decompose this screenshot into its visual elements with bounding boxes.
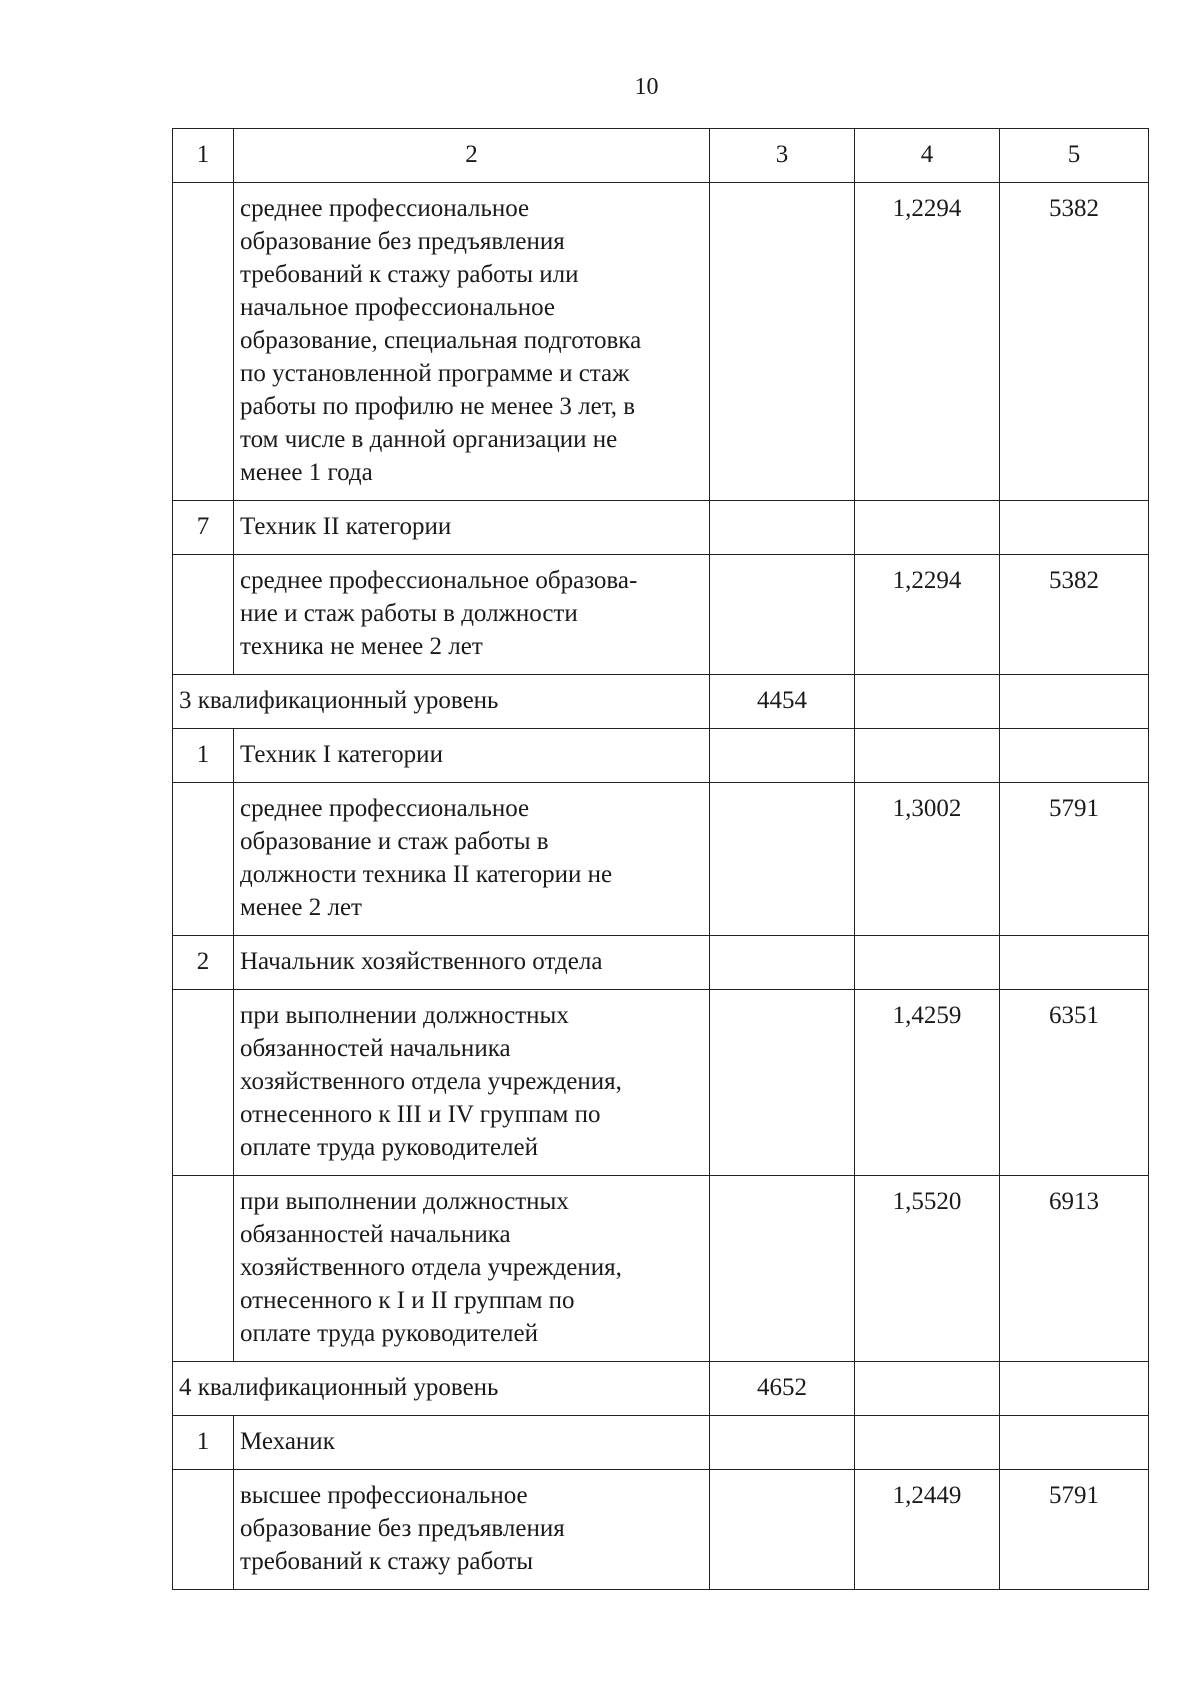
row-number [173, 555, 234, 675]
coefficient: 1,5520 [855, 1176, 1000, 1362]
table-row [173, 1470, 1149, 1590]
header-cell-3: 3 [710, 129, 855, 183]
salary-value [1000, 1416, 1149, 1470]
position-text: среднее профессиональное образование и стаж работы в должности техника II категории не менее 2 лет [234, 783, 710, 936]
salary-value: 5382 [1000, 555, 1149, 675]
base-salary [710, 783, 855, 936]
salary-value: 6913 [1000, 1176, 1149, 1362]
row-number: 1 [173, 1416, 234, 1470]
table-row [173, 1416, 1149, 1470]
coefficient [855, 729, 1000, 783]
row-number: 1 [173, 729, 234, 783]
position-text: Техник I категории [234, 729, 710, 783]
table-row [173, 555, 1149, 675]
level-title: 3 квалификационный уровень [173, 675, 710, 729]
base-salary [710, 183, 855, 501]
salary-value [1000, 675, 1149, 729]
coefficient: 1,4259 [855, 990, 1000, 1176]
qualification-table [172, 128, 1149, 1590]
salary-value [1000, 1362, 1149, 1416]
table-row [173, 183, 1149, 501]
salary-value: 6351 [1000, 990, 1149, 1176]
level-title: 4 квалификационный уровень [173, 1362, 710, 1416]
base-salary [710, 1416, 855, 1470]
coefficient [855, 1362, 1000, 1416]
level-row [173, 1362, 1149, 1416]
row-number [173, 990, 234, 1176]
base-salary [710, 1470, 855, 1590]
coefficient [855, 675, 1000, 729]
base-salary [710, 990, 855, 1176]
table-header-row [173, 129, 1149, 183]
position-text: Техник II категории [234, 501, 710, 555]
table-row [173, 936, 1149, 990]
coefficient [855, 936, 1000, 990]
header-cell-5: 5 [1000, 129, 1149, 183]
coefficient [855, 501, 1000, 555]
coefficient: 1,2449 [855, 1470, 1000, 1590]
position-text: высшее профессиональное образование без предъявления требований к стажу работы [234, 1470, 710, 1590]
row-number [173, 783, 234, 936]
table-row [173, 990, 1149, 1176]
table-row [173, 783, 1149, 936]
row-number [173, 1176, 234, 1362]
salary-value: 5382 [1000, 183, 1149, 501]
header-cell-1: 1 [173, 129, 234, 183]
base-salary: 4454 [710, 675, 855, 729]
table-row [173, 1176, 1149, 1362]
row-number: 2 [173, 936, 234, 990]
position-text: при выполнении должностных обязанностей начальника хозяйственного отдела учреждения, отнесенного к III и IV группам по оплате труда руководителей [234, 990, 710, 1176]
coefficient [855, 1416, 1000, 1470]
page-number: 10 [634, 74, 659, 100]
position-text: при выполнении должностных обязанностей начальника хозяйственного отдела учреждения, отнесенного к I и II группам по оплате труда руководителей [234, 1176, 710, 1362]
salary-value [1000, 501, 1149, 555]
level-row [173, 675, 1149, 729]
salary-value: 5791 [1000, 1470, 1149, 1590]
base-salary [710, 501, 855, 555]
base-salary [710, 1176, 855, 1362]
table-row [173, 729, 1149, 783]
position-text: Начальник хозяйственного отдела [234, 936, 710, 990]
table-row [173, 501, 1149, 555]
coefficient: 1,3002 [855, 783, 1000, 936]
base-salary [710, 729, 855, 783]
base-salary: 4652 [710, 1362, 855, 1416]
salary-value [1000, 936, 1149, 990]
salary-value [1000, 729, 1149, 783]
base-salary [710, 555, 855, 675]
salary-value: 5791 [1000, 783, 1149, 936]
position-text: среднее профессиональное образование без предъявления требований к стажу работы или начальное профессиональное образование, специальная подготовка по установленной программе и стаж работы по профилю не менее 3 лет, в том числе в данной организации не менее 1 года [234, 183, 710, 501]
row-number: 7 [173, 501, 234, 555]
header-cell-4: 4 [855, 129, 1000, 183]
position-text: среднее профессиональное образова- ние и стаж работы в должности техника не менее 2 лет [234, 555, 710, 675]
header-cell-2: 2 [234, 129, 710, 183]
row-number [173, 183, 234, 501]
position-text: Механик [234, 1416, 710, 1470]
coefficient: 1,2294 [855, 183, 1000, 501]
row-number [173, 1470, 234, 1590]
base-salary [710, 936, 855, 990]
coefficient: 1,2294 [855, 555, 1000, 675]
